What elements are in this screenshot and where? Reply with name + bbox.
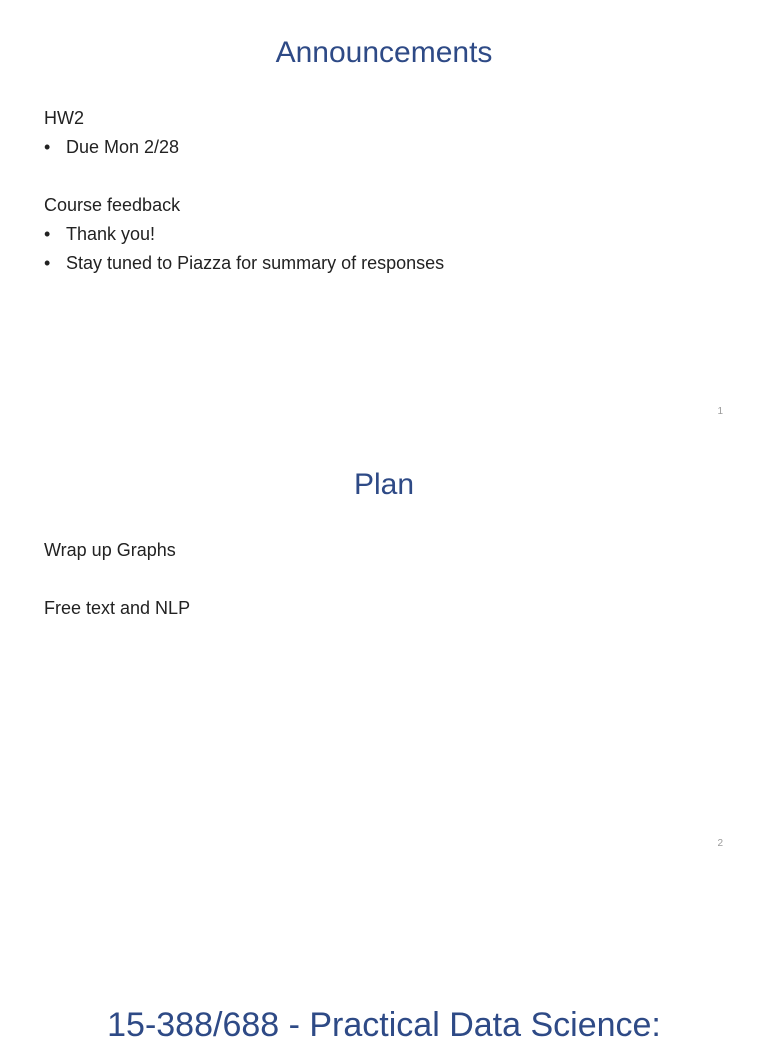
bullet-item: • Thank you!	[44, 220, 444, 249]
bullet-item: • Stay tuned to Piazza for summary of responses	[44, 249, 444, 278]
slide-number: 2	[717, 838, 723, 849]
slide-announcements	[0, 0, 768, 432]
slide-title: Announcements	[275, 36, 493, 69]
slide-number: 1	[717, 406, 723, 417]
bullet-list	[44, 133, 444, 162]
slide-body	[44, 536, 190, 623]
slide-title: 15-388/688 - Practical Data Science:	[107, 1006, 661, 1044]
slide-title: Plan	[353, 468, 415, 501]
section-heading-hw2: HW2	[44, 108, 84, 128]
bullet-item: • Due Mon 2/28	[44, 133, 444, 162]
plan-item: Free text and NLP	[44, 598, 191, 618]
slide-plan	[0, 432, 768, 864]
slide-body	[44, 104, 444, 278]
plan-item: Wrap up Graphs	[44, 540, 176, 560]
slide-course-title	[0, 864, 768, 1044]
bullet-list	[44, 220, 444, 278]
section-heading-course-feedback: Course feedback	[44, 195, 181, 215]
